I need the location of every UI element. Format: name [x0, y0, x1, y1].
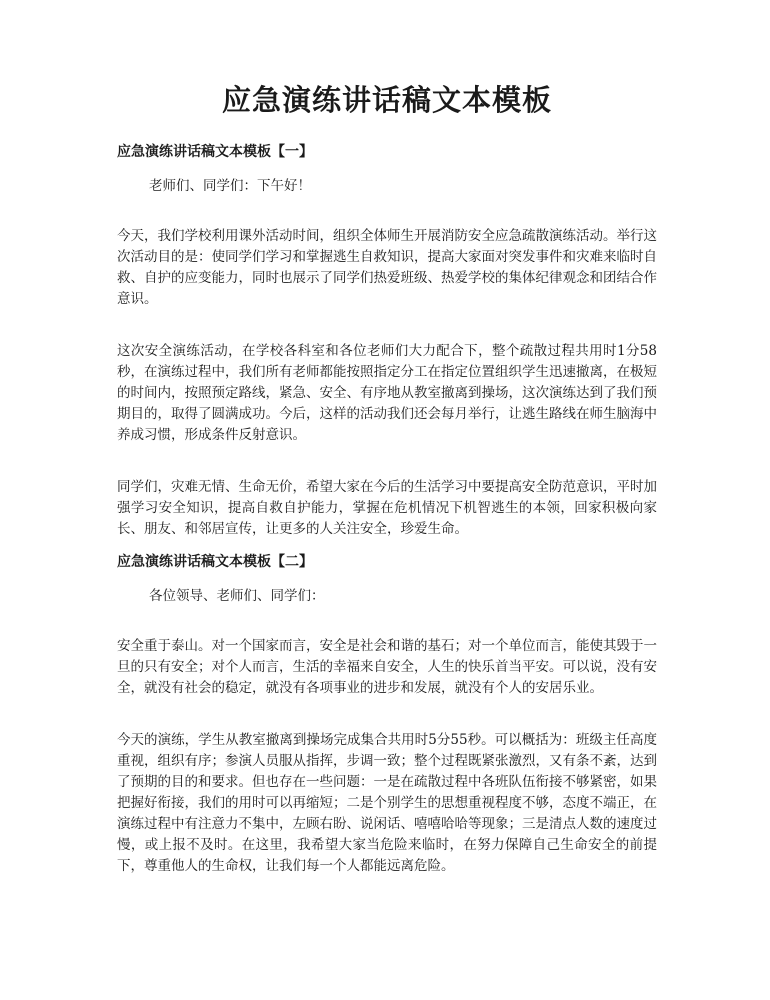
section-heading: 应急演练讲话稿文本模板【二】 — [117, 554, 313, 570]
section-2 — [117, 552, 657, 877]
body-paragraph: 今天，我们学校利用课外活动时间，组织全体师生开展消防安全应急疏散演练活动。举行这次活动目的是：使同学们学习和掌握逃生自救知识，提高大家面对突发事件和灾难来临时自救、自护的应变能力，同时也展示了同学们热爱班级、热爱学校的集体纪律观念和团结合作意识。 — [117, 228, 657, 307]
greeting-line: 老师们、同学们：下午好！ — [149, 178, 311, 194]
body-paragraph: 今天的演练，学生从教室撤离到操场完成集合共用时5分55秒。可以概括为：班级主任高度重视，组织有序；参演人员服从指挥，步调一致；整个过程既紧张激烈，又有条不紊，达到了预期的目的和要求。但也存在一些问题：一是在疏散过程中各班队伍衔接不够紧密，如果把握好衔接，我们的用时可以再缩短；二是个别学生的思想重视程度不够，态度不端正，在演练过程中有注意力不集中，左顾右盼、说闲话、嘻嘻哈哈等现象；三是清点人数的速度过慢，或上报不及时。在这里，我希望大家当危险来临时，在努力保障自己生命安全的前提下，尊重他人的生命权，让我们每一个人都能远离危险。 — [117, 732, 657, 874]
document-title: 应急演练讲话稿文本模板 — [221, 83, 552, 117]
greeting-line: 各位领导、老师们、同学们： — [149, 588, 325, 604]
section-1 — [117, 142, 657, 540]
document-page — [117, 80, 657, 877]
body-paragraph: 这次安全演练活动，在学校各科室和各位老师们大力配合下，整个疏散过程共用时1分58秒，在演练过程中，我们所有老师都能按照指定分工在指定位置组织学生迅速撤离，在极短的时间内，按照预定路线，紧急、安全、有序地从教室撤离到操场，这次演练达到了我们预期目的，取得了圆满成功。今后，这样的活动我们还会每月举行，让逃生路线在师生脑海中养成习惯，形成条件反射意识。 — [117, 343, 657, 443]
section-heading: 应急演练讲话稿文本模板【一】 — [117, 144, 313, 160]
body-paragraph: 同学们，灾难无情、生命无价，希望大家在今后的生活学习中要提高安全防范意识，平时加强学习安全知识，提高自救自护能力，掌握在危机情况下机智逃生的本领，回家积极向家长、朋友、和邻居宣传，让更多的人关注安全，珍爱生命。 — [117, 479, 657, 537]
body-paragraph: 安全重于泰山。对一个国家而言，安全是社会和谐的基石；对一个单位而言，能使其毁于一旦的只有安全；对个人而言，生活的幸福来自安全，人生的快乐首当平安。可以说，没有安全，就没有社会的稳定，就没有各项事业的进步和发展，就没有个人的安居乐业。 — [117, 638, 657, 696]
